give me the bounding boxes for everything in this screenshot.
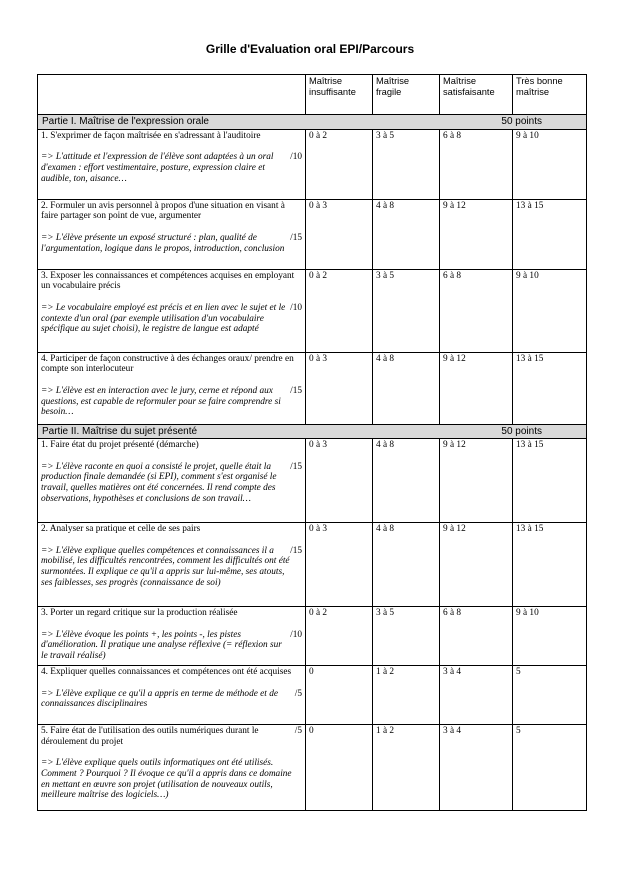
criterion-description: => L'élève présente un exposé structuré : plan, qualité de l'argumentation, logique dans le propos, introduction, conclusion [41, 232, 285, 254]
score-range: 4 à 8 [373, 352, 440, 424]
score-range: 6 à 8 [440, 607, 513, 666]
criterion-title: 2. Analyser sa pratique et celle de ses pairs [41, 524, 201, 534]
evaluation-table [37, 74, 587, 811]
score-range: 4 à 8 [373, 199, 440, 269]
score-range: 3 à 5 [373, 129, 440, 199]
criterion-description: => L'élève est en interaction avec le jury, cerne et répond aux questions, est capable de reformuler pour se faire comprendre si besoin… [41, 385, 281, 418]
criterion-total: /15 [290, 545, 302, 556]
section-header-part2 [38, 424, 587, 439]
criterion-total: /15 [290, 461, 302, 472]
criterion-row [38, 352, 587, 424]
criterion-description: => L'élève explique quelles compétences et connaissances il a mobilisé, les difficultés rencontrées, comment les difficultés ont été surmontées. Il explique ce qu'il a appris sur lui-même, ses atouts, ses faiblesses, ses progrès (connaissance de soi) [41, 545, 290, 588]
section-points: 50 points [501, 425, 542, 437]
criterion-title: 5. Faire état de l'utilisation des outils numériques durant le déroulement du projet [41, 726, 259, 747]
header-criteria-cell [38, 75, 306, 115]
level-header: Maîtrise satisfaisante [440, 75, 513, 115]
section-title: Partie II. Maîtrise du sujet présenté [42, 425, 198, 437]
section-points: 50 points [501, 116, 542, 127]
criterion-title: 1. S'exprimer de façon maîtrisée en s'adressant à l'auditoire [41, 130, 261, 141]
criterion-row [38, 666, 587, 725]
page-title: Grille d'Evaluation oral EPI/Parcours [205, 42, 415, 56]
criterion-row [38, 439, 587, 523]
score-range: 6 à 8 [440, 269, 513, 352]
score-range: 9 à 12 [440, 439, 513, 523]
criterion-title: 2. Formuler un avis personnel à propos d'une situation en visant à faire partager son point de vue, argumenter [41, 200, 285, 222]
criterion-row [38, 523, 587, 607]
criterion-description: => Le vocabulaire employé est précis et en lien avec le sujet et le contexte d'un oral (par exemple utilisation d'un vocabulaire spécifique au sujet choisi), le registre de langue est adapté [41, 302, 286, 335]
score-range: 9 à 10 [513, 269, 587, 352]
criterion-description: => L'attitude et l'expression de l'élève sont adaptées à un oral d'examen : effort vestimentaire, posture, expression claire et audible, ton, aisance… [41, 152, 274, 184]
section-title: Partie I. Maîtrise de l'expression orale [42, 116, 209, 127]
level-header: Maîtrise insuffisante [306, 75, 373, 115]
criterion-total: /5 [294, 726, 302, 736]
score-range: 9 à 10 [513, 129, 587, 199]
score-range: 3 à 5 [373, 607, 440, 666]
score-range: 6 à 8 [440, 129, 513, 199]
criterion-title: 3. Porter un regard critique sur la production réalisée [41, 608, 238, 618]
score-range: 1 à 2 [373, 666, 440, 725]
criterion-total: /10 [290, 629, 302, 640]
criterion-row [38, 129, 587, 199]
score-range: 3 à 4 [440, 725, 513, 811]
criterion-title: 3. Exposer les connaissances et compétences acquises en employant un vocabulaire précis [41, 270, 295, 292]
criterion-total: /10 [290, 152, 302, 163]
criterion-description: => L'élève explique quels outils informatiques ont été utilisés. Comment ? Pourquoi ? Il évoque ce qu'il a appris dans ce domaine en mettant en œuvre son projet (utilisation de nouveaux outils, meilleure maîtrise des logiciels…) [41, 758, 292, 801]
score-range: 0 à 2 [306, 607, 373, 666]
score-range: 13 à 15 [513, 352, 587, 424]
header-row [38, 75, 587, 115]
score-range: 0 [306, 666, 373, 725]
criterion-row [38, 607, 587, 666]
score-range: 0 [306, 725, 373, 811]
criterion-total: /5 [294, 688, 302, 699]
criterion-description: => L'élève évoque les points +, les points -, les pistes d'amélioration. Il pratique une analyse réflexive (= réflexion sur le travail réalisé) [41, 629, 282, 662]
score-range: 9 à 10 [513, 607, 587, 666]
criterion-title: 4. Expliquer quelles connaissances et compétences ont été acquises [41, 667, 292, 677]
score-range: 0 à 2 [306, 129, 373, 199]
criterion-title: 1. Faire état du projet présenté (démarche) [41, 440, 199, 450]
score-range: 13 à 15 [513, 439, 587, 523]
score-range: 0 à 3 [306, 352, 373, 424]
score-range: 9 à 12 [440, 199, 513, 269]
score-range: 3 à 5 [373, 269, 440, 352]
criterion-total: /10 [290, 302, 302, 313]
score-range: 3 à 4 [440, 666, 513, 725]
criterion-row [38, 199, 587, 269]
criterion-description: => L'élève explique ce qu'il a appris en terme de méthode et de connaissances disciplinaires [41, 688, 278, 710]
criterion-row [38, 269, 587, 352]
score-range: 0 à 2 [306, 269, 373, 352]
criterion-description: => L'élève raconte en quoi a consisté le projet, quelle était la production finale demandée (si EPI), comment s'est organisé le travail, quelles matières ont été concernées. Il rend compte des observations, hypothèses et conclusions de son travail… [41, 461, 277, 504]
score-range: 0 à 3 [306, 439, 373, 523]
level-header: Maîtrise fragile [373, 75, 440, 115]
level-header: Très bonne maîtrise [513, 75, 587, 115]
score-range: 13 à 15 [513, 199, 587, 269]
score-range: 5 [513, 666, 587, 725]
score-range: 4 à 8 [373, 523, 440, 607]
section-header-part1 [38, 115, 587, 130]
score-range: 4 à 8 [373, 439, 440, 523]
score-range: 0 à 3 [306, 199, 373, 269]
criterion-title: 4. Participer de façon constructive à des échanges oraux/ prendre en compte son interlocuteur [41, 353, 294, 375]
score-range: 0 à 3 [306, 523, 373, 607]
score-range: 1 à 2 [373, 725, 440, 811]
score-range: 9 à 12 [440, 352, 513, 424]
score-range: 9 à 12 [440, 523, 513, 607]
criterion-total: /15 [290, 232, 302, 243]
score-range: 5 [513, 725, 587, 811]
score-range: 13 à 15 [513, 523, 587, 607]
criterion-total: /15 [290, 385, 302, 396]
criterion-row [38, 725, 587, 811]
